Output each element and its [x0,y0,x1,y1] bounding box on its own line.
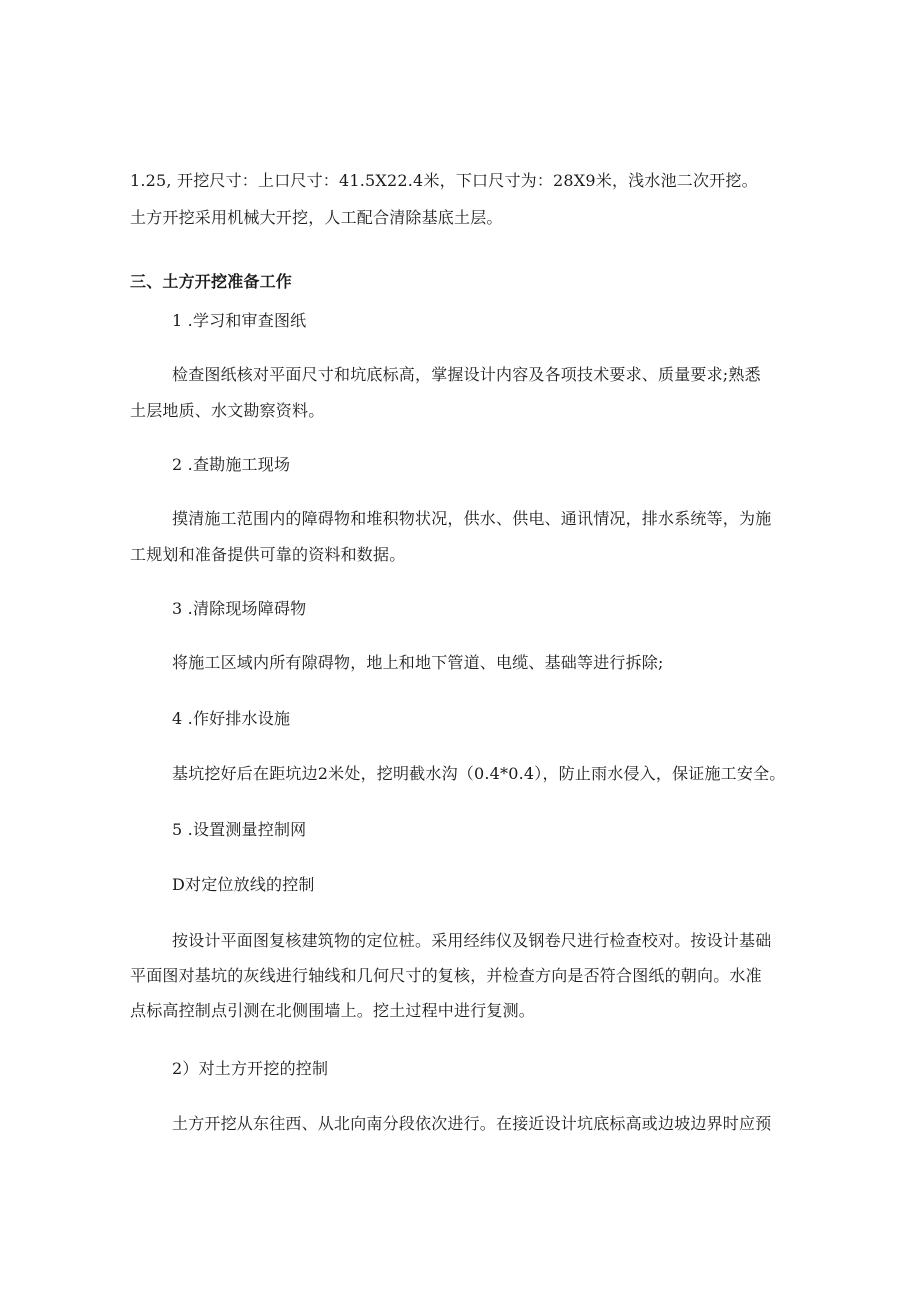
item-3-body-line-1: 将施工区域内所有隙碍物，地上和地下管道、电缆、基础等进行拆除; [172,653,664,672]
item-2-body-line-2: 工规划和准备提供可靠的资料和数据。 [130,545,406,564]
item-title-3: 3 .清除现场障碍物 [172,599,307,618]
subitem-2-body-line-1: 土方开挖从东往西、从北向南分段依次进行。在接近设计坑底标高或边坡边界时应预 [172,1114,772,1133]
section-heading: 三、土方开挖准备工作 [130,272,293,291]
subitem-1-body-line-1: 按设计平面图复核建筑物的定位桩。采用经纬仪及钢卷尺进行检查校对。按设计基础 [172,931,772,950]
item-title-2: 2 .查勘施工现场 [172,455,291,474]
subitem-1-body-line-2: 平面图对基坑的灰线进行轴线和几何尺寸的复核，并检查方向是否符合图纸的朝向。水准 [130,966,762,985]
item-title-5: 5 .设置测量控制网 [172,820,307,839]
item-4-body-line-1: 基坑挖好后在距坑边2米处，挖明截水沟（0.4*0.4），防止雨水侵入，保证施工安全。 [172,764,786,783]
subitem-title-1: D对定位放线的控制 [172,875,315,894]
subitem-title-2: 2）对土方开挖的控制 [172,1059,329,1078]
item-1-body-line-1: 检查图纸核对平面尺寸和坑底标高，掌握设计内容及各项技术要求、质量要求;熟悉 [172,365,761,384]
intro-line-1: 1.25, 开挖尺寸：上口尺寸：41.5X22.4米，下口尺寸为：28X9米，浅水池二次开挖。 [130,171,758,190]
item-2-body-line-1: 摸清施工范围内的障碍物和堆积物状况，供水、供电、通讯情况，排水系统等，为施 [172,509,772,528]
item-1-body-line-2: 土层地质、水文勘察资料。 [130,401,325,420]
subitem-1-body-line-3: 点标高控制点引测在北侧围墙上。挖土过程中进行复测。 [130,1001,536,1020]
item-title-4: 4 .作好排水设施 [172,709,291,728]
item-title-1: 1 .学习和审查图纸 [172,311,307,330]
intro-line-2: 土方开挖采用机械大开挖，人工配合清除基底土层。 [130,208,503,227]
